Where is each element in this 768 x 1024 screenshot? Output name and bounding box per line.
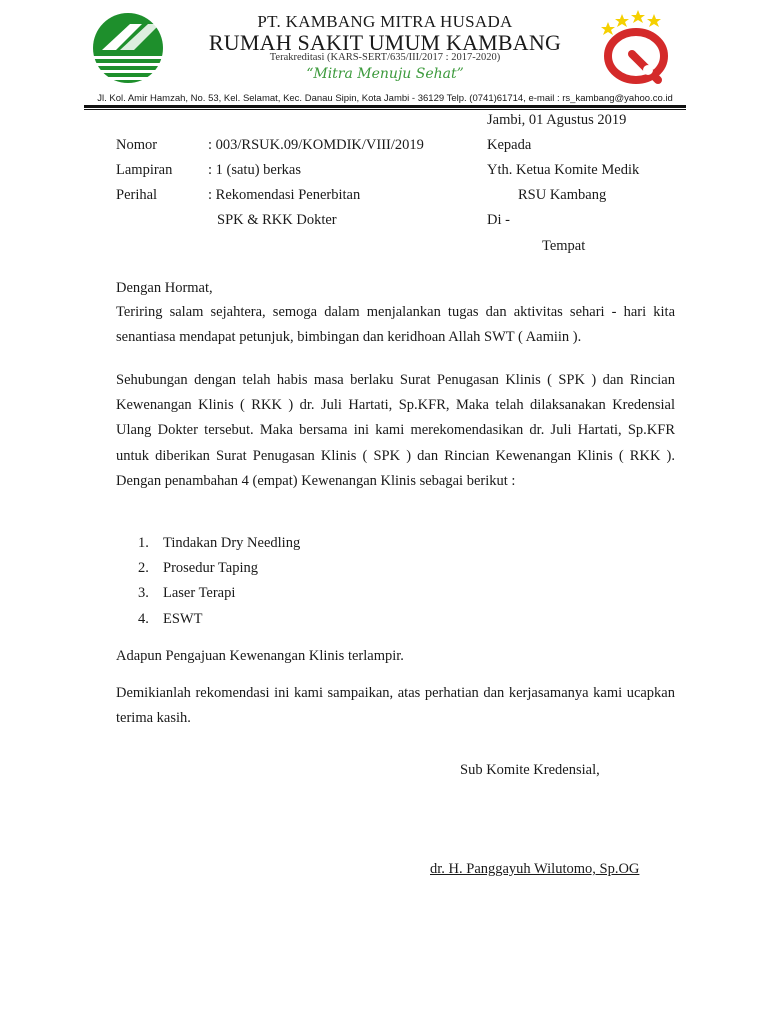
nomor-label: Nomor bbox=[116, 137, 158, 153]
list-item: ESWT bbox=[163, 611, 203, 627]
motto-text: “Mitra Menuju Sehat” bbox=[306, 66, 464, 82]
perihal-label: Perihal bbox=[116, 187, 158, 203]
lampiran-label: Lampiran bbox=[116, 162, 173, 178]
list-item: Tindakan Dry Needling bbox=[163, 535, 301, 551]
list-item-number: 1. bbox=[138, 535, 149, 551]
signature-unit: Sub Komite Kredensial, bbox=[460, 762, 600, 778]
accreditation-text: Terakreditasi (KARS-SERT/635/III/2017 : 2017-2020) bbox=[269, 52, 501, 63]
lampiran-value: : 1 (satu) berkas bbox=[208, 162, 302, 178]
list-item-number: 2. bbox=[138, 560, 149, 576]
hospital-address: Jl. Kol. Amir Hamzah, No. 53, Kel. Selamat, Kec. Danau Sipin, Kota Jambi - 36129 Telp. (0741)61714, e-mail : rs_kambang@yahoo.co.id bbox=[97, 93, 673, 104]
hospital-name: RUMAH SAKIT UMUM KAMBANG bbox=[208, 30, 562, 55]
main-paragraph bbox=[116, 368, 675, 494]
header-divider bbox=[84, 105, 686, 108]
list-item-number: 4. bbox=[138, 611, 149, 627]
opening-paragraph bbox=[116, 300, 675, 350]
recipient-line-3: RSU Kambang bbox=[518, 187, 607, 203]
accreditation-logo bbox=[596, 8, 674, 88]
hospital-logo bbox=[90, 12, 170, 86]
recipient-line-4: Di - bbox=[487, 212, 510, 228]
list-item: Laser Terapi bbox=[163, 585, 236, 601]
place-date: Jambi, 01 Agustus 2019 bbox=[487, 112, 627, 128]
perihal-value-2: SPK & RKK Dokter bbox=[217, 212, 337, 228]
recipient-line-1: Kepada bbox=[487, 137, 532, 153]
perihal-value: : Rekomendasi Penerbitan bbox=[208, 187, 361, 203]
closing-paragraph bbox=[116, 681, 675, 731]
signatory-name: dr. H. Panggayuh Wilutomo, Sp.OG bbox=[430, 861, 640, 877]
list-item-number: 3. bbox=[138, 585, 149, 601]
recipient-line-2: Yth. Ketua Komite Medik bbox=[487, 162, 640, 178]
header-divider-thin bbox=[84, 109, 686, 110]
greeting: Dengan Hormat, bbox=[116, 280, 213, 296]
company-name: PT. KAMBANG MITRA HUSADA bbox=[257, 12, 513, 31]
opening-text: Teriring salam sejahtera, semoga dalam menjalankan tugas dan aktivitas sehari - hari kita senantiasa mendapat petunjuk, bimbingan dan keridhoan Allah SWT ( Aamiin ). bbox=[116, 304, 675, 346]
recipient-line-5: Tempat bbox=[542, 238, 586, 254]
list-item: Prosedur Taping bbox=[163, 560, 258, 576]
nomor-value: : 003/RSUK.09/KOMDIK/VIII/2019 bbox=[208, 137, 424, 153]
closing-text: Demikianlah rekomendasi ini kami sampaikan, atas perhatian dan kerjasamanya kami ucapkan terima kasih. bbox=[116, 685, 675, 727]
attachment-note: Adapun Pengajuan Kewenangan Klinis terlampir. bbox=[116, 648, 404, 664]
main-text: Sehubungan dengan telah habis masa berlaku Surat Penugasan Klinis ( SPK ) dan Rincian Kewenangan Klinis ( RKK ) dr. Juli Hartati, Sp.KFR, Maka telah dilaksanakan Kredensial Ulang Dokter tersebut. Maka bersama ini kami merekomendasikan dr. Juli Hartati, Sp.KFR untuk diberikan Surat Penugasan Klinis ( SPK ) dan Rincian Kewenangan Klinis ( RKK ). Dengan penambahan 4 (empat) Kewenangan Klinis sebagai berikut : bbox=[116, 372, 675, 489]
